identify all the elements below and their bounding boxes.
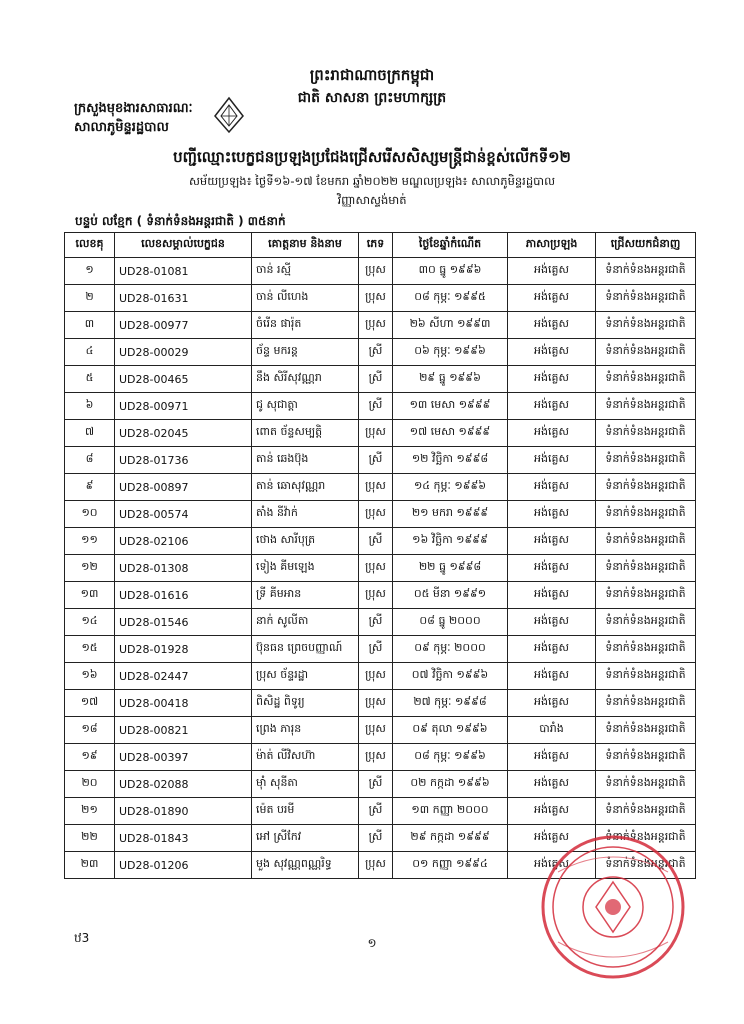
- candidate-sex: ស្រី: [359, 771, 393, 798]
- document-title: បញ្ជីឈ្មោះបេក្ខជនប្រឡងប្រជែងជ្រើសរើសសិស្សមន្ត្រីជាន់ខ្ពស់លើកទី១២: [173, 148, 571, 166]
- candidate-name: នាក់ សូលីតា: [252, 609, 359, 636]
- row-number: ២០: [65, 771, 115, 798]
- national-motto: ជាតិ សាសនា ព្រះមហាក្សត្រ: [297, 90, 447, 106]
- table-row: [65, 744, 696, 771]
- candidate-sex: ប្រុស: [359, 285, 393, 312]
- chosen-skill: ទំនាក់ទំនងអន្តរជាតិ: [596, 798, 696, 825]
- candidate-id: UD28-01631: [115, 285, 252, 312]
- candidate-sex: ស្រី: [359, 825, 393, 852]
- candidate-dob: ១៤ កុម្ភៈ ១៩៩៦: [393, 474, 508, 501]
- candidate-sex: ប្រុស: [359, 582, 393, 609]
- exam-language: អង់គ្លេស: [508, 420, 596, 447]
- row-number: ១៥: [65, 636, 115, 663]
- candidate-dob: ២១ មករា ១៩៩៩: [393, 501, 508, 528]
- table-row: [65, 393, 696, 420]
- candidate-name: ម៉ាំ សុនីតា: [252, 771, 359, 798]
- chosen-skill: ទំនាក់ទំនងអន្តរជាតិ: [596, 771, 696, 798]
- ministry-name: ក្រសួងមុខងារសាធារណៈ: [74, 101, 193, 116]
- candidate-id: UD28-00821: [115, 717, 252, 744]
- chosen-skill: ទំនាក់ទំនងអន្តរជាតិ: [596, 285, 696, 312]
- row-number: ១២: [65, 555, 115, 582]
- candidate-dob: ១៣ មេសា ១៩៩៩: [393, 393, 508, 420]
- chosen-skill: ទំនាក់ទំនងអន្តរជាតិ: [596, 420, 696, 447]
- candidate-sex: ប្រុស: [359, 258, 393, 285]
- candidate-name: ទៀង គីមឡេង: [252, 555, 359, 582]
- candidate-id: UD28-00574: [115, 501, 252, 528]
- school-name: សាលាភូមិន្ទរដ្ឋបាល: [74, 120, 169, 135]
- column-header-no: លេខគុ: [65, 233, 115, 258]
- candidate-sex: ស្រី: [359, 609, 393, 636]
- candidate-id: UD28-01616: [115, 582, 252, 609]
- candidate-dob: ៣០ ធ្នូ ១៩៩៦: [393, 258, 508, 285]
- table-row: [65, 636, 696, 663]
- candidate-dob: ១៦ វិច្ឆិកា ១៩៩៩: [393, 528, 508, 555]
- table-row: [65, 690, 696, 717]
- candidate-id: UD28-01736: [115, 447, 252, 474]
- candidate-id: UD28-00977: [115, 312, 252, 339]
- candidate-name: តាន់ ឆោសុវណ្ណរា: [252, 474, 359, 501]
- candidate-sex: ប្រុស: [359, 474, 393, 501]
- chosen-skill: ទំនាក់ទំនងអន្តរជាតិ: [596, 393, 696, 420]
- exam-language: អង់គ្លេស: [508, 582, 596, 609]
- row-number: ៣: [65, 312, 115, 339]
- row-number: ៤: [65, 339, 115, 366]
- table-row: [65, 528, 696, 555]
- candidate-name: ថោង សារីបុត្រ: [252, 528, 359, 555]
- chosen-skill: ទំនាក់ទំនងអន្តរជាតិ: [596, 582, 696, 609]
- candidate-name: ប៊ុនធន ព្រេចបញ្ញាណ៍: [252, 636, 359, 663]
- candidate-dob: ១៣ កញ្ញា ២០០០: [393, 798, 508, 825]
- candidate-id: UD28-02045: [115, 420, 252, 447]
- candidate-id: UD28-01206: [115, 852, 252, 879]
- row-number: ១៨: [65, 717, 115, 744]
- exam-language: អង់គ្លេស: [508, 339, 596, 366]
- candidate-sex: ប្រុស: [359, 501, 393, 528]
- exam-language: អង់គ្លេស: [508, 501, 596, 528]
- candidate-name: ព្រេង ភារុន: [252, 717, 359, 744]
- table-row: [65, 258, 696, 285]
- candidate-name: អៅ ស្រីកែវ: [252, 825, 359, 852]
- row-number: ៨: [65, 447, 115, 474]
- candidate-id: UD28-00971: [115, 393, 252, 420]
- candidate-name: តាន់ ឆេងប៊ុង: [252, 447, 359, 474]
- row-number: ១០: [65, 501, 115, 528]
- table-row: [65, 366, 696, 393]
- row-number: ៩: [65, 474, 115, 501]
- column-header-candidate-id: លេខសម្គាល់បេក្ខជន: [115, 233, 252, 258]
- candidate-name: ចំរើន ផារ៉ុត: [252, 312, 359, 339]
- row-number: ២: [65, 285, 115, 312]
- candidate-name: ជូ សុជាត្តា: [252, 393, 359, 420]
- candidate-dob: ០៧ វិច្ឆិកា ១៩៩៦: [393, 663, 508, 690]
- candidate-sex: ប្រុស: [359, 312, 393, 339]
- column-header-dob: ថ្ងៃខែឆ្នាំកំណើត: [393, 233, 508, 258]
- exam-language: អង់គ្លេស: [508, 825, 596, 852]
- candidate-name: ច័ន្ទ មករន្ត: [252, 339, 359, 366]
- table-row: [65, 312, 696, 339]
- candidate-id: UD28-01890: [115, 798, 252, 825]
- candidate-sex: ប្រុស: [359, 663, 393, 690]
- row-number: ១១: [65, 528, 115, 555]
- row-number: ៥: [65, 366, 115, 393]
- row-number: ១៩: [65, 744, 115, 771]
- kingdom-heading: ព្រះរាជាណាចក្រកម្ពុជា: [309, 66, 435, 84]
- candidate-id: UD28-00397: [115, 744, 252, 771]
- table-row: [65, 609, 696, 636]
- candidate-sex: ប្រុស: [359, 744, 393, 771]
- candidate-name: ទ្រី គីមអាន: [252, 582, 359, 609]
- candidate-dob: ១២ វិច្ឆិកា ១៩៩៨: [393, 447, 508, 474]
- exam-language: អង់គ្លេស: [508, 636, 596, 663]
- candidate-id: UD28-01546: [115, 609, 252, 636]
- exam-language: អង់គ្លេស: [508, 798, 596, 825]
- chosen-skill: ទំនាក់ទំនងអន្តរជាតិ: [596, 609, 696, 636]
- candidate-dob: ០៩ កុម្ភៈ ២០០០: [393, 636, 508, 663]
- row-number: ៦: [65, 393, 115, 420]
- candidate-id: UD28-00029: [115, 339, 252, 366]
- candidate-dob: ១៧ មេសា ១៩៩៩: [393, 420, 508, 447]
- candidate-sex: ប្រុស: [359, 852, 393, 879]
- table-row: [65, 798, 696, 825]
- candidate-name: នឹង សិរីសុវណ្ណរា: [252, 366, 359, 393]
- candidate-sex: ប្រុស: [359, 717, 393, 744]
- candidate-sex: ស្រី: [359, 528, 393, 555]
- room-group-label: បន្ទប់ លខ្មែក ( ទំនាក់ទំនងអន្តរជាតិ ) ៣៥នាក់: [75, 214, 286, 228]
- exam-language: អង់គ្លេស: [508, 258, 596, 285]
- exam-info: សម័យប្រឡង៖ ថ្ងៃទី១៦-១៧ ខែមករា ឆ្នាំ២០២២ មណ្ឌលប្រឡង៖ សាលាភូមិន្ទរដ្ឋបាល: [188, 174, 556, 188]
- exam-language: អង់គ្លេស: [508, 690, 596, 717]
- page-number: ១: [367, 936, 377, 950]
- chosen-skill: ទំនាក់ទំនងអន្តរជាតិ: [596, 636, 696, 663]
- candidate-dob: ២៩ ធ្នូ ១៩៩៦: [393, 366, 508, 393]
- candidate-name: ចាន់ រស្មី: [252, 258, 359, 285]
- candidate-id: UD28-01843: [115, 825, 252, 852]
- candidate-dob: ២៧ កុម្ភៈ ១៩៩៨: [393, 690, 508, 717]
- column-header-language: ភាសាប្រឡង: [508, 233, 596, 258]
- candidate-name: មួង សុវណ្ណពណ្ណរិទ្ធ: [252, 852, 359, 879]
- exam-language: អង់គ្លេស: [508, 744, 596, 771]
- candidate-name: ម៉េត បរមី: [252, 798, 359, 825]
- candidate-name: ចាន់ លីហេង: [252, 285, 359, 312]
- candidate-name: ពិសិដ្ឋ ពិទូរ្យ: [252, 690, 359, 717]
- table-row: [65, 501, 696, 528]
- candidate-id: UD28-00897: [115, 474, 252, 501]
- exam-language: អង់គ្លេស: [508, 285, 596, 312]
- table-row: [65, 717, 696, 744]
- chosen-skill: ទំនាក់ទំនងអន្តរជាតិ: [596, 339, 696, 366]
- exam-subject: វិញ្ញាសាស្ទង់មាត់: [337, 193, 407, 207]
- exam-language: អង់គ្លេស: [508, 555, 596, 582]
- row-number: ២១: [65, 798, 115, 825]
- chosen-skill: ទំនាក់ទំនងអន្តរជាតិ: [596, 717, 696, 744]
- chosen-skill: ទំនាក់ទំនងអន្តរជាតិ: [596, 555, 696, 582]
- candidate-dob: ០៦ កុម្ភៈ ១៩៩៦: [393, 339, 508, 366]
- column-header-name: គោត្តនាម និងនាម: [252, 233, 359, 258]
- table-header-row: [65, 233, 696, 258]
- row-number: ១៧: [65, 690, 115, 717]
- candidate-name: តាំង នីវ៉ាក់: [252, 501, 359, 528]
- exam-language: អង់គ្លេស: [508, 366, 596, 393]
- chosen-skill: ទំនាក់ទំនងអន្តរជាតិ: [596, 744, 696, 771]
- chosen-skill: ទំនាក់ទំនងអន្តរជាតិ: [596, 258, 696, 285]
- candidate-dob: ០៥ មីនា ១៩៩១: [393, 582, 508, 609]
- table-row: [65, 420, 696, 447]
- row-number: ៧: [65, 420, 115, 447]
- candidate-dob: ០២ កក្កដា ១៩៩៦: [393, 771, 508, 798]
- chosen-skill: ទំនាក់ទំនងអន្តរជាតិ: [596, 474, 696, 501]
- exam-language: អង់គ្លេស: [508, 771, 596, 798]
- chosen-skill: ទំនាក់ទំនងអន្តរជាតិ: [596, 528, 696, 555]
- chosen-skill: ទំនាក់ទំនងអន្តរជាតិ: [596, 663, 696, 690]
- chosen-skill: ទំនាក់ទំនងអន្តរជាតិ: [596, 447, 696, 474]
- chosen-skill: ទំនាក់ទំនងអន្តរជាតិ: [596, 366, 696, 393]
- candidate-sex: ប្រុស: [359, 420, 393, 447]
- candidate-dob: ០៩ តុលា ១៩៩៦: [393, 717, 508, 744]
- candidate-id: UD28-01928: [115, 636, 252, 663]
- chosen-skill: ទំនាក់ទំនងអន្តរជាតិ: [596, 501, 696, 528]
- row-number: ១៣: [65, 582, 115, 609]
- exam-language: អង់គ្លេស: [508, 528, 596, 555]
- candidate-sex: ស្រី: [359, 447, 393, 474]
- candidate-id: UD28-02106: [115, 528, 252, 555]
- candidate-sex: ស្រី: [359, 636, 393, 663]
- row-number: ២៣: [65, 852, 115, 879]
- column-header-skill: ជ្រើសយកជំនាញ: [596, 233, 696, 258]
- candidate-id: UD28-00465: [115, 366, 252, 393]
- table-row: [65, 555, 696, 582]
- candidate-dob: ០១ កញ្ញា ១៩៩៤: [393, 852, 508, 879]
- table-row: [65, 285, 696, 312]
- candidate-dob: ២៦ សីហា ១៩៩៣: [393, 312, 508, 339]
- row-number: ២២: [65, 825, 115, 852]
- candidate-id: UD28-01081: [115, 258, 252, 285]
- emblem-logo-icon: [212, 96, 246, 134]
- candidate-dob: ២៩ កក្កដា ១៩៩៩: [393, 825, 508, 852]
- candidate-dob: ២២ ធ្នូ ១៩៩៨: [393, 555, 508, 582]
- candidate-name: ពោត ច័ន្ទសម្បត្តិ: [252, 420, 359, 447]
- exam-language: អង់គ្លេស: [508, 474, 596, 501]
- table-row: [65, 447, 696, 474]
- candidate-sex: ប្រុស: [359, 690, 393, 717]
- table-row: [65, 339, 696, 366]
- candidate-sex: ស្រី: [359, 798, 393, 825]
- exam-language: អង់គ្លេស: [508, 852, 596, 879]
- candidate-sex: ស្រី: [359, 393, 393, 420]
- exam-language: អង់គ្លេស: [508, 447, 596, 474]
- candidate-dob: ០៨ កុម្ភៈ ១៩៩៦: [393, 744, 508, 771]
- official-seal-stamp-icon: [538, 832, 688, 982]
- candidate-id: UD28-00418: [115, 690, 252, 717]
- candidate-dob: ០៨ កុម្ភៈ ១៩៩៥: [393, 285, 508, 312]
- exam-language: អង់គ្លេស: [508, 609, 596, 636]
- footer-code: ឋ3: [74, 931, 90, 945]
- candidate-sex: ស្រី: [359, 339, 393, 366]
- row-number: ១៤: [65, 609, 115, 636]
- table-row: [65, 582, 696, 609]
- chosen-skill: ទំនាក់ទំនងអន្តរជាតិ: [596, 312, 696, 339]
- candidate-name: ម៉ាត់ លីវិសហ៊ា: [252, 744, 359, 771]
- row-number: ១៦: [65, 663, 115, 690]
- candidate-id: UD28-02088: [115, 771, 252, 798]
- column-header-sex: ភេទ: [359, 233, 393, 258]
- candidate-dob: ០៨ ធ្នូ ២០០០: [393, 609, 508, 636]
- chosen-skill: ទំនាក់ទំនងអន្តរជាតិ: [596, 852, 696, 879]
- row-number: ១: [65, 258, 115, 285]
- exam-language: អង់គ្លេស: [508, 393, 596, 420]
- candidate-table: [64, 232, 696, 879]
- candidate-name: ប្រុស ច័ន្ទរដ្ឋា: [252, 663, 359, 690]
- table-row: [65, 771, 696, 798]
- exam-language: អង់គ្លេស: [508, 312, 596, 339]
- chosen-skill: ទំនាក់ទំនងអន្តរជាតិ: [596, 690, 696, 717]
- candidate-id: UD28-02447: [115, 663, 252, 690]
- chosen-skill: ទំនាក់ទំនងអន្តរជាតិ: [596, 825, 696, 852]
- table-row: [65, 474, 696, 501]
- table-row: [65, 663, 696, 690]
- candidate-sex: ប្រុស: [359, 555, 393, 582]
- exam-language: បារាំង: [508, 717, 596, 744]
- candidate-sex: ស្រី: [359, 366, 393, 393]
- exam-language: អង់គ្លេស: [508, 663, 596, 690]
- candidate-id: UD28-01308: [115, 555, 252, 582]
